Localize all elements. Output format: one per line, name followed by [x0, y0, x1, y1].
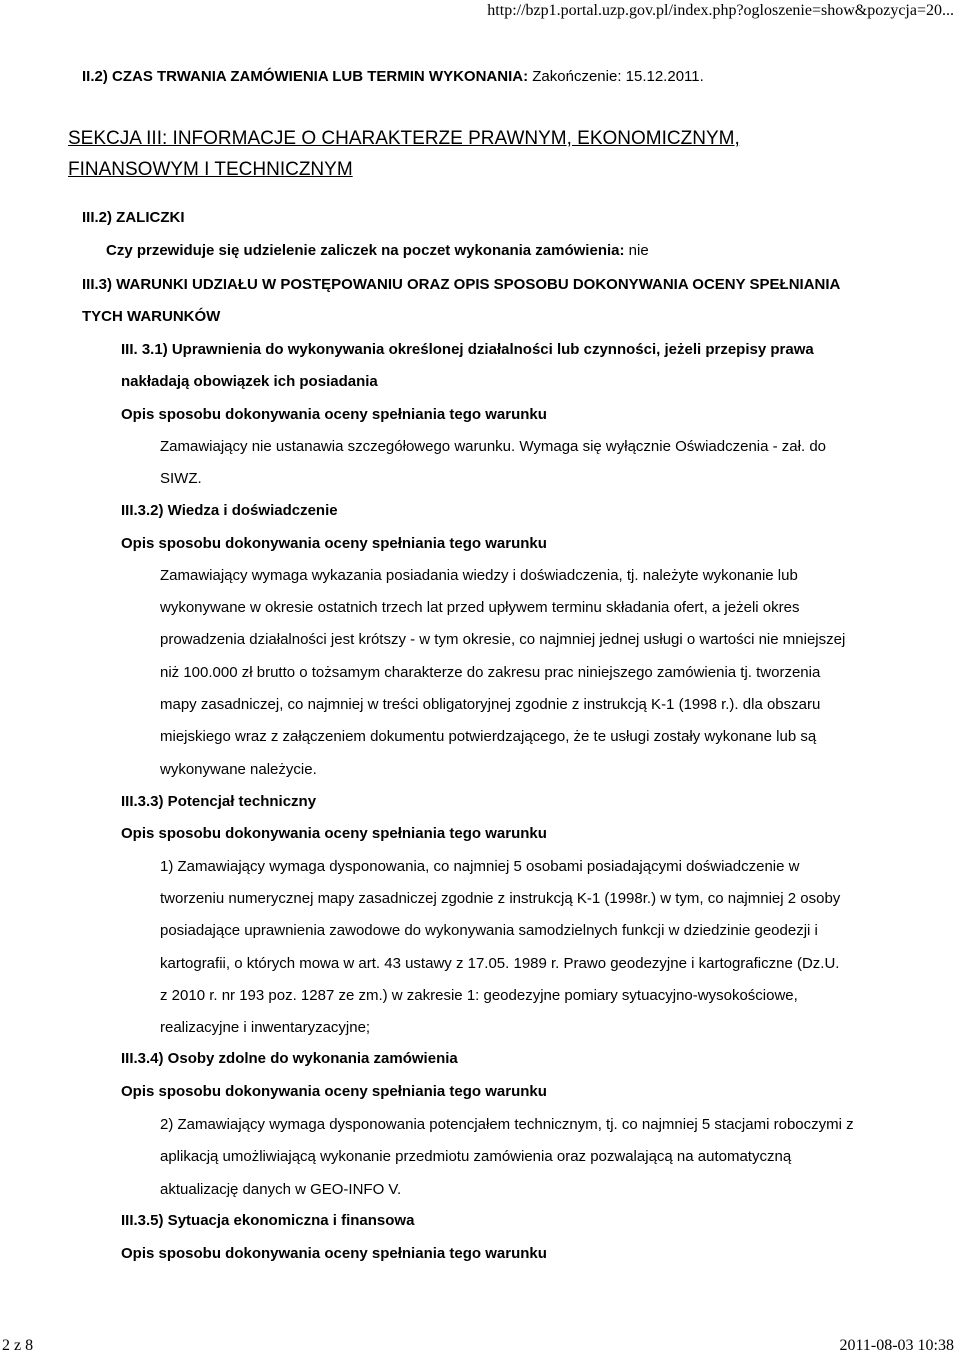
- item-3-3-3-body-line: realizacyjne i inwentaryzacyjne;: [160, 1019, 371, 1036]
- item-3-3-3-title: III.3.3) Potencjał techniczny: [121, 793, 317, 810]
- warunki-title-line2: TYCH WARUNKÓW: [82, 308, 221, 325]
- item-3-3-2-body-line: prowadzenia działalności jest krótszy - w tym okresie, co najmniej jednej usługi o wartości nie mniejszej: [160, 631, 846, 648]
- section-2-2-value: Zakończenie: 15.12.2011.: [532, 68, 704, 85]
- zaliczki-title: III.2) ZALICZKI: [82, 209, 185, 226]
- item-3-3-3-body-line: kartografii, o których mowa w art. 43 ustawy z 17.05. 1989 r. Prawo geodezyjne i kartograficzne (Dz.U.: [160, 955, 840, 972]
- opis-label-1: Opis sposobu dokonywania oceny spełniania tego warunku: [121, 406, 547, 423]
- item-3-3-1-body-line: SIWZ.: [160, 470, 202, 487]
- item-3-3-1-title-line1: III. 3.1) Uprawnienia do wykonywania określonej działalności lub czynności, jeżeli przepisy prawa: [121, 341, 814, 358]
- item-3-3-3-body-line: posiadające uprawnienia zawodowe do wykonywania samodzielnych funkcji w dziedzinie geodezji i: [160, 922, 818, 939]
- item-3-3-2-body-line: Zamawiający wymaga wykazania posiadania wiedzy i doświadczenia, tj. należyte wykonanie lub: [160, 567, 798, 584]
- opis-label-4: Opis sposobu dokonywania oceny spełniania tego warunku: [121, 1083, 547, 1100]
- opis-label-2: Opis sposobu dokonywania oceny spełniania tego warunku: [121, 535, 547, 552]
- section-2-2: [82, 68, 704, 86]
- item-3-3-5-title: III.3.5) Sytuacja ekonomiczna i finansowa: [121, 1212, 415, 1229]
- item-3-3-2-body-line: wykonywane należycie.: [160, 761, 317, 778]
- print-datetime: 2011-08-03 10:38: [839, 1337, 954, 1354]
- item-3-3-2-body-line: wykonywane w okresie ostatnich trzech lat przed upływem terminu składania ofert, a jeżeli okres: [160, 599, 800, 616]
- zaliczki-row: [106, 242, 649, 260]
- item-3-3-3-body-line: 1) Zamawiający wymaga dysponowania, co najmniej 5 osobami posiadającymi doświadczenie w: [160, 858, 800, 875]
- item-3-3-2-body-line: mapy zasadniczej, co najmniej w treści obligatoryjnej zgodnie z instrukcją K-1 (1998 r.). dla obszaru: [160, 696, 821, 713]
- item-3-3-2-body-line: miejskiego wraz z załączeniem dokumentu potwierdzającego, że te usługi zostały wykonane lub są: [160, 728, 817, 745]
- item-3-3-3-body-line: z 2010 r. nr 193 poz. 1287 ze zm.) w zakresie 1: geodezyjne pomiary sytuacyjno-wysokościowe,: [160, 987, 798, 1004]
- item-3-3-3-body-line: tworzeniu numerycznej mapy zasadniczej zgodnie z instrukcją K-1 (1998r.) w tym, co najmniej 2 osoby: [160, 890, 841, 907]
- item-3-3-2-body-line: niż 100.000 zł brutto o tożsamym charakterze do zakresu prac niniejszego zamówienia tj. tworzenia: [160, 664, 821, 681]
- item-3-3-2-title: III.3.2) Wiedza i doświadczenie: [121, 502, 338, 519]
- item-3-3-1-title-line2: nakładają obowiązek ich posiadania: [121, 373, 378, 390]
- item-3-3-4-title: III.3.4) Osoby zdolne do wykonania zamówienia: [121, 1050, 458, 1067]
- section-2-2-title: II.2) CZAS TRWANIA ZAMÓWIENIA LUB TERMIN WYKONANIA:: [82, 68, 529, 85]
- item-3-3-4-body-line: 2) Zamawiający wymaga dysponowania potencjałem technicznym, tj. co najmniej 5 stacjami roboczymi z: [160, 1116, 854, 1133]
- item-3-3-4-body-line: aktualizację danych w GEO-INFO V.: [160, 1181, 402, 1198]
- opis-label-5: Opis sposobu dokonywania oceny spełniania tego warunku: [121, 1245, 547, 1262]
- zaliczki-answer: nie: [628, 242, 649, 259]
- item-3-3-4-body-line: aplikacją umożliwiającą wykonanie przedmiotu zamówienia oraz pozwalającą na automatyczną: [160, 1148, 792, 1165]
- opis-label-3: Opis sposobu dokonywania oceny spełniania tego warunku: [121, 825, 547, 842]
- print-url: http://bzp1.portal.uzp.gov.pl/index.php?ogloszenie=show&pozycja=20...: [487, 2, 954, 19]
- zaliczki-question: Czy przewiduje się udzielenie zaliczek na poczet wykonania zamówienia:: [106, 242, 625, 259]
- warunki-title-line1: III.3) WARUNKI UDZIAŁU W POSTĘPOWANIU ORAZ OPIS SPOSOBU DOKONYWANIA OCENY SPEŁNIANIA: [82, 276, 841, 293]
- section-3-heading-line2: FINANSOWYM I TECHNICZNYM: [68, 159, 353, 180]
- item-3-3-1-body-line: Zamawiający nie ustanawia szczegółowego warunku. Wymaga się wyłącznie Oświadczenia - zał. do: [160, 438, 826, 455]
- print-page-number: 2 z 8: [2, 1337, 34, 1354]
- section-3-heading-line1: SEKCJA III: INFORMACJE O CHARAKTERZE PRAWNYM, EKONOMICZNYM,: [68, 128, 740, 149]
